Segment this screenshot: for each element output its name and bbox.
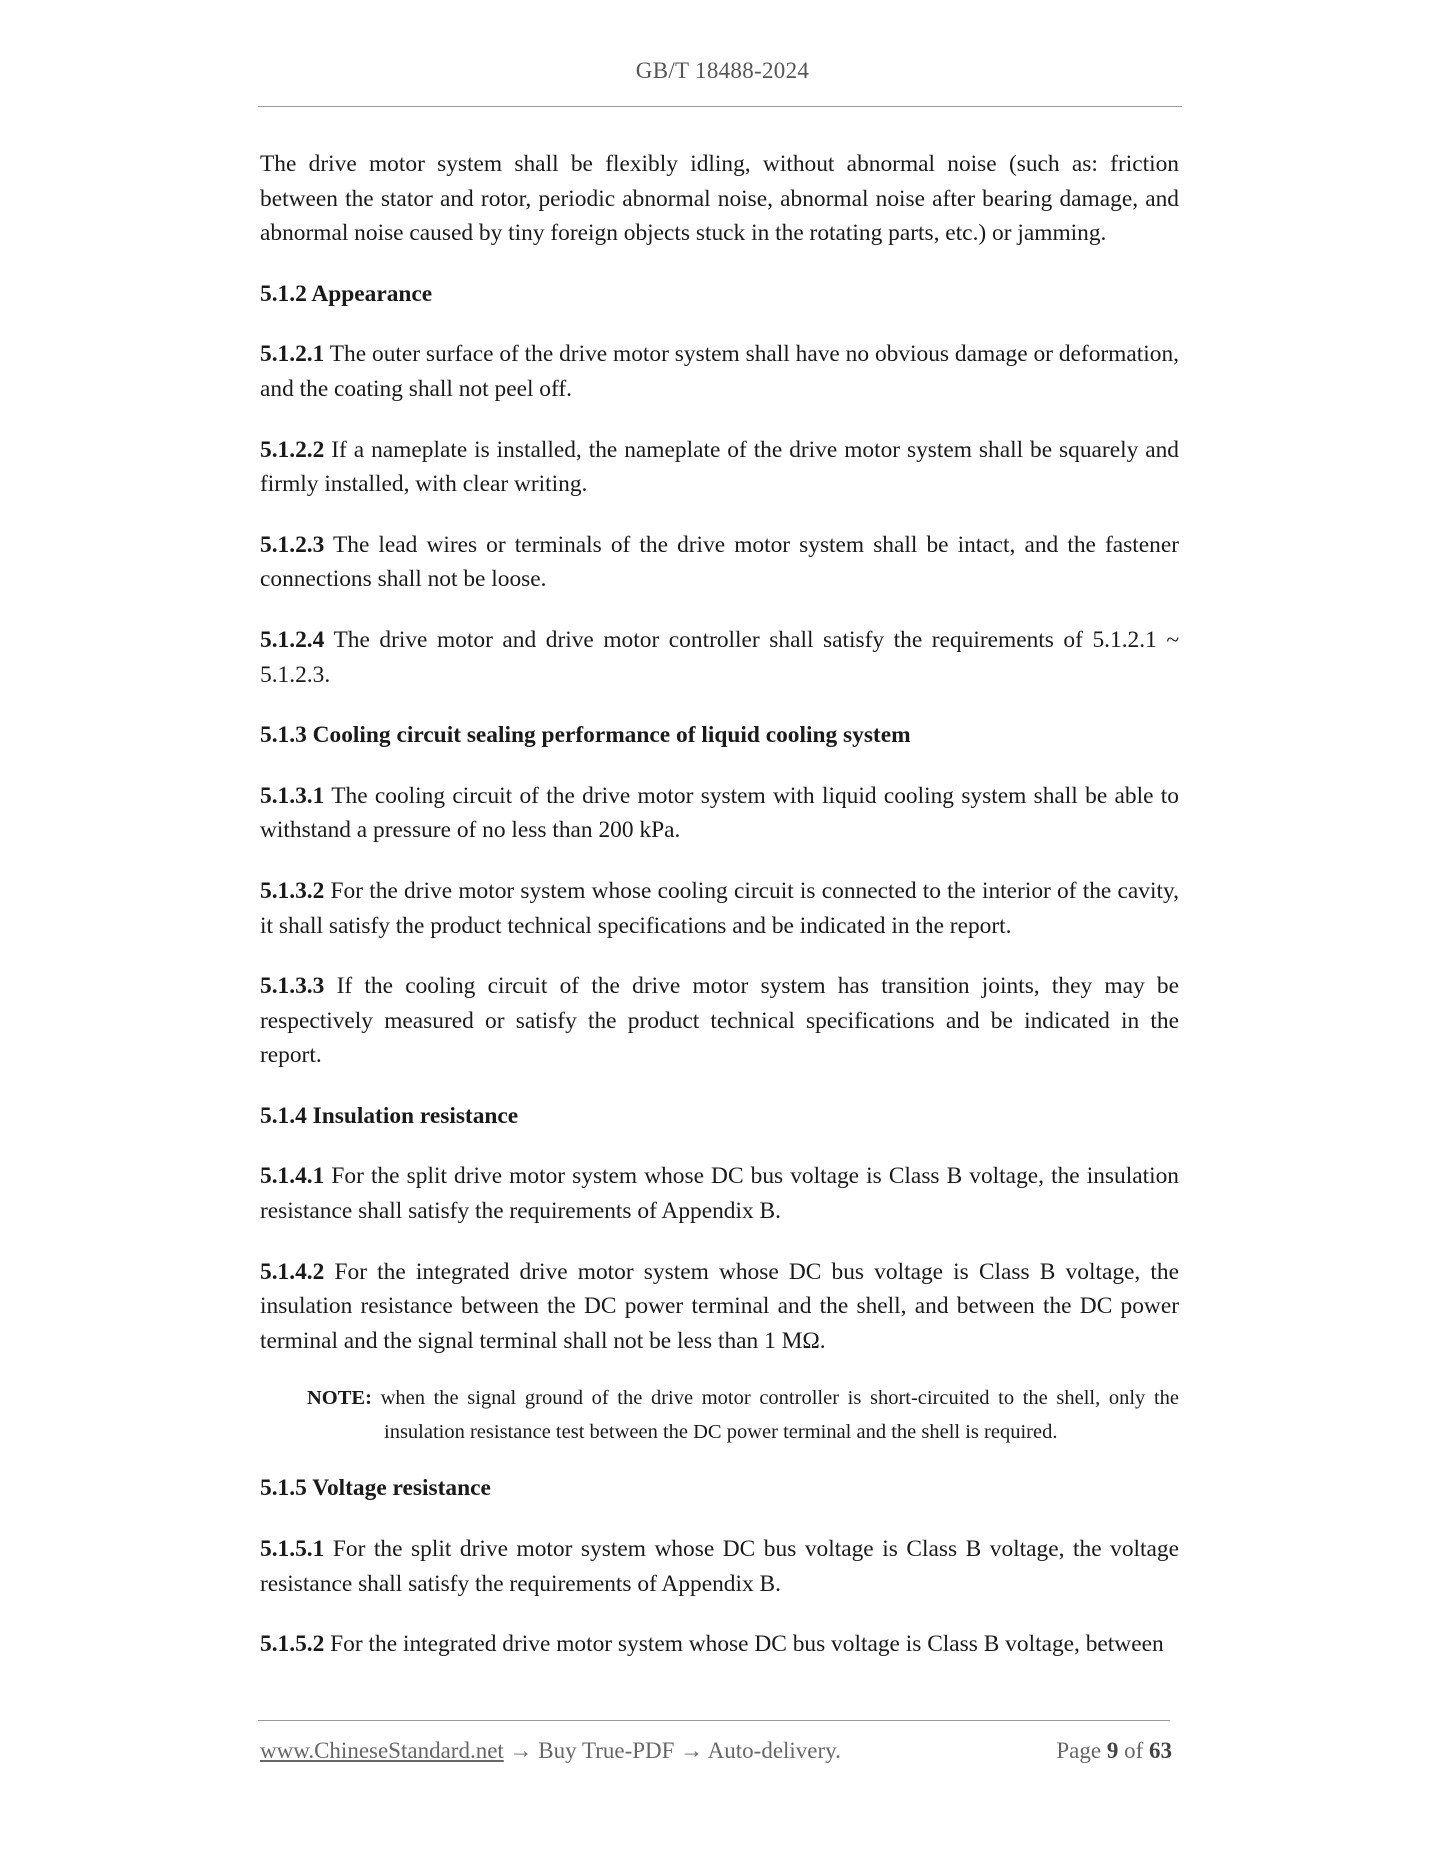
clause-number: 5.1.4.1 <box>260 1163 325 1190</box>
clause-text: For the split drive motor system whose DC bus voltage is Class B voltage, the voltage resistance shall satisfy the requirements of Appendix B. <box>260 1536 1179 1597</box>
clause-number: 5.1.2.1 <box>260 341 325 368</box>
clause-number: 5.1.3.3 <box>260 973 325 1000</box>
clause-number: 5.1.5.2 <box>260 1631 325 1658</box>
document-body <box>260 147 1179 1688</box>
note-text: when the signal ground of the drive motor controller is short-circuited to the shell, only the insulation resistance test between the DC power terminal and the shell is required. <box>371 1387 1179 1444</box>
clause-text: The drive motor and drive motor controller shall satisfy the requirements of 5.1.2.1 ~ 5.1.2.3. <box>260 626 1179 688</box>
clause-5-1-5-2 <box>260 1627 1179 1662</box>
clause-text: For the integrated drive motor system whose DC bus voltage is Class B voltage, between <box>324 1631 1164 1658</box>
header-divider <box>258 106 1182 107</box>
note-paragraph <box>307 1381 1179 1449</box>
intro-paragraph: The drive motor system shall be flexibly idling, without abnormal noise (such as: friction between the stator and rotor, periodic abnormal noise, abnormal noise after bearing damage, and abnormal noise caused by tiny foreign objects stuck in the rotating parts, etc.) or jamming. <box>260 151 1179 247</box>
clause-number: 5.1.2.3 <box>260 531 325 558</box>
page-of: of <box>1118 1738 1149 1763</box>
clause-5-1-5-1 <box>260 1532 1179 1601</box>
clause-text: If the cooling circuit of the drive motor system has transition joints, they may be respectively measured or satisfy the product technical specifications and be indicated in the report. <box>260 973 1179 1069</box>
clause-text: For the split drive motor system whose DC bus voltage is Class B voltage, the insulation resistance shall satisfy the requirements of Appendix B. <box>260 1163 1179 1225</box>
clause-text: If a nameplate is installed, the nameplate of the drive motor system shall be squarely and firmly installed, with clear writing. <box>260 436 1179 498</box>
page-indicator <box>1056 1738 1172 1764</box>
clause-5-1-2-1 <box>260 337 1179 406</box>
page-total: 63 <box>1149 1738 1172 1763</box>
clause-number: 5.1.4.2 <box>260 1258 325 1285</box>
clause-5-1-4-2 <box>260 1255 1179 1359</box>
clause-5-1-3-1 <box>260 779 1179 848</box>
page-label: Page <box>1056 1738 1107 1763</box>
document-header-title: GB/T 18488-2024 <box>635 58 810 83</box>
clause-5-1-3-3 <box>260 969 1179 1073</box>
clause-5-1-3-2 <box>260 874 1179 943</box>
section-heading-5-1-2: 5.1.2 Appearance <box>260 280 433 307</box>
clause-number: 5.1.5.1 <box>260 1536 325 1563</box>
clause-text: The cooling circuit of the drive motor system with liquid cooling system shall be able to withstand a pressure of no less than 200 kPa. <box>260 782 1179 844</box>
footer-divider <box>258 1720 1170 1721</box>
clause-number: 5.1.3.2 <box>260 877 325 904</box>
clause-number: 5.1.3.1 <box>260 782 325 809</box>
clause-5-1-2-2 <box>260 433 1179 502</box>
site-link[interactable]: www.ChineseStandard.net <box>260 1738 504 1763</box>
clause-number: 5.1.2.4 <box>260 626 325 653</box>
page-current: 9 <box>1106 1738 1119 1763</box>
section-heading-5-1-5: 5.1.5 Voltage resistance <box>260 1475 491 1502</box>
clause-text: The outer surface of the drive motor system shall have no obvious damage or deformation, and the coating shall not peel off. <box>260 341 1179 402</box>
clause-text: For the integrated drive motor system whose DC bus voltage is Class B voltage, the insulation resistance between the DC power terminal and the shell, and between the DC power terminal and the signal terminal shall not be less than 1 MΩ. <box>260 1258 1179 1354</box>
section-heading-5-1-3: 5.1.3 Cooling circuit sealing performance of liquid cooling system <box>260 722 911 749</box>
section-heading-5-1-4: 5.1.4 Insulation resistance <box>260 1102 519 1129</box>
clause-text: The lead wires or terminals of the drive motor system shall be intact, and the fastener connections shall not be loose. <box>260 531 1179 593</box>
page-footer <box>260 1738 1172 1764</box>
clause-5-1-2-4 <box>260 623 1179 692</box>
clause-text: For the drive motor system whose cooling circuit is connected to the interior of the cavity, it shall satisfy the product technical specifications and be indicated in the report. <box>260 877 1179 939</box>
clause-5-1-4-1 <box>260 1159 1179 1228</box>
clause-number: 5.1.2.2 <box>260 436 325 463</box>
note-label: NOTE: <box>307 1387 372 1410</box>
clause-5-1-2-3 <box>260 528 1179 597</box>
footer-tagline: → Buy True-PDF → Auto-delivery. <box>503 1738 841 1763</box>
